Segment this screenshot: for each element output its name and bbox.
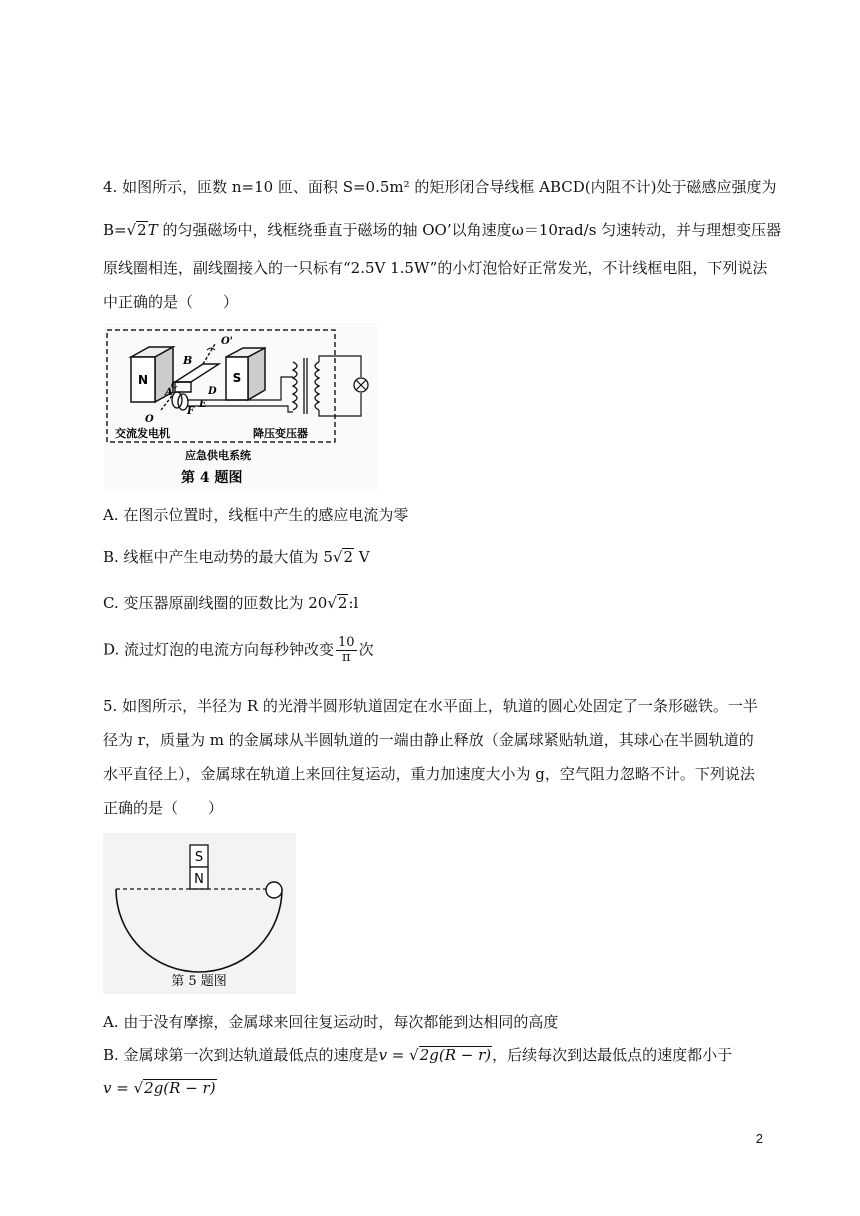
svg-text:O: O [145, 414, 154, 425]
svg-text:E: E [199, 399, 207, 410]
svg-text:N: N [137, 373, 149, 387]
svg-text:N: N [194, 872, 204, 887]
q4-line-1: 4. 如图所示，匝数 n=10 匝、面积 S=0.5m² 的矩形闭合导线框 ABCD(内阻不计)处于磁感应强度为 [103, 178, 777, 196]
q4-option-b: B. 线框中产生电动势的最大值为 5√2 V [103, 548, 370, 566]
lamp-icon [354, 378, 368, 392]
q4-line-2-rest: 的匀强磁场中，线框绕垂直于磁场的轴 OO’以角速度ω＝10rad/s 匀速转动，并与理想变压器 [157, 221, 782, 239]
q4-option-c-sqrt: √2 [327, 594, 348, 612]
q5-formula-2: v = √2g(R − r) [103, 1079, 216, 1097]
svg-text:应急供电系统: 应急供电系统 [185, 449, 251, 462]
svg-text:D: D [208, 386, 217, 397]
q5-line-3: 水平直径上），金属球在轨道上来回往复运动，重力加速度大小为 g，空气阻力忽略不计。下列说法 [103, 765, 755, 783]
q4-b-equals: B= [103, 221, 127, 239]
bar-magnet [190, 845, 208, 889]
svg-text:C: C [171, 381, 179, 391]
q5-option-b-line-1: B. 金属球第一次到达轨道最低点的速度是v = √2g(R − r)，后续每次到达最低点的速度都小于 [103, 1046, 733, 1064]
q5-line-2: 径为 r，质量为 m 的金属球从半圆轨道的一端由静止释放（金属球紧贴轨道，其球心在半圆轨道的 [103, 731, 754, 749]
svg-text:降压变压器: 降压变压器 [253, 427, 308, 440]
svg-text:B: B [183, 354, 193, 367]
q4-option-c: C. 变压器原副线圈的匝数比为 20√2:l [103, 594, 359, 612]
svg-text:A: A [165, 387, 173, 398]
svg-text:第 5 题图: 第 5 题图 [171, 974, 227, 989]
q4-line-2 [103, 221, 782, 240]
q4-line-4: 中正确的是（ ） [103, 293, 239, 311]
q5-figure-track-magnet [103, 833, 296, 994]
svg-text:S: S [194, 850, 204, 865]
q4-option-d: D. 流过灯泡的电流方向每秒钟改变 $\frac{10}{\pi}$ 次 [103, 635, 374, 665]
q4-option-d-fraction: $\frac{10}{\pi}$ [338, 635, 355, 665]
q4-figure-generator-circuit [103, 322, 378, 492]
svg-text:第 4 题图: 第 4 题图 [181, 470, 243, 486]
q4-line-3: 原线圈相连，副线圈接入的一只标有“2.5V 1.5W”的小灯泡恰好正常发光，不计线框电阻，下列说法 [103, 259, 768, 277]
q4-sqrt-formula: √2T [126, 221, 158, 239]
page-number: 2 [755, 1131, 763, 1146]
q5-formula-1: v = √2g(R − r) [378, 1046, 492, 1064]
metal-ball [266, 882, 282, 898]
q4-option-b-sqrt: √2 [332, 548, 353, 566]
svg-text:F: F [187, 406, 195, 417]
q5-line-1: 5. 如图所示，半径为 R 的光滑半圆形轨道固定在水平面上，轨道的圆心处固定了一条形磁铁。一半 [103, 697, 758, 715]
svg-text:O': O' [221, 336, 233, 347]
q5-option-a: A. 由于没有摩擦，金属球来回往复运动时，每次都能到达相同的高度 [103, 1013, 559, 1031]
q5-line-4: 正确的是（ ） [103, 799, 224, 817]
q5-option-b-line-2 [103, 1079, 217, 1098]
svg-text:S: S [232, 371, 242, 385]
s-magnet-block [226, 348, 265, 400]
q4-option-a: A. 在图示位置时，线框中产生的感应电流为零 [103, 506, 409, 524]
svg-text:交流发电机: 交流发电机 [115, 427, 170, 440]
